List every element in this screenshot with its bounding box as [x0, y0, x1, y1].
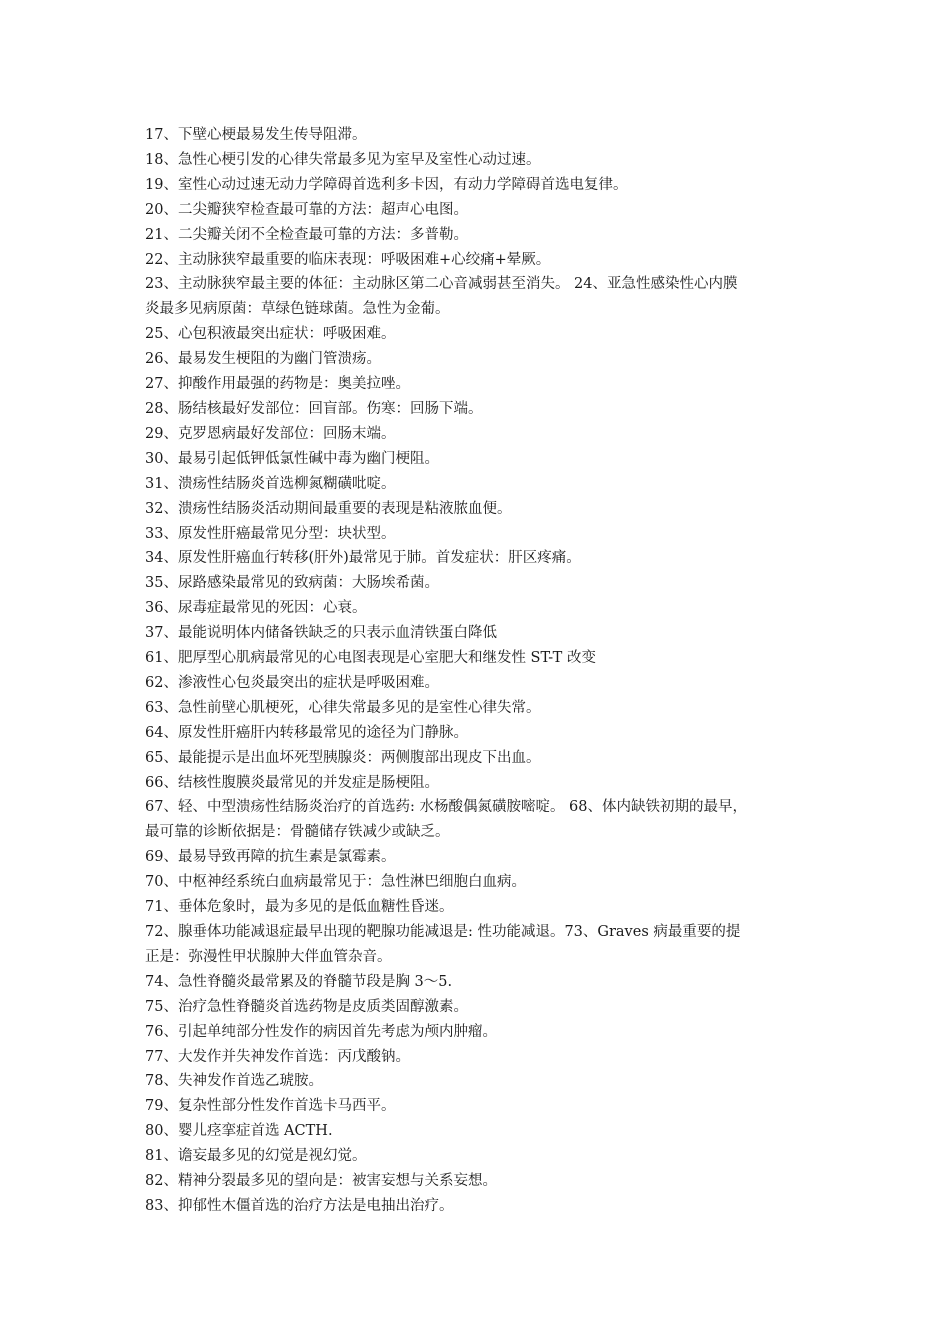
text-line: 正是：弥漫性甲状腺肿大伴血管杂音。: [145, 948, 392, 965]
text-line: 83、抑郁性木僵首选的治疗方法是电抽出治疗。: [145, 1197, 454, 1214]
text-line: 67、轻、中型溃疡性结肠炎治疗的首选药: 水杨酸偶氮磺胺嘧啶。 68、体内缺铁初期的最早，: [145, 799, 748, 816]
text-line: 35、尿路感染最常见的致病菌：大肠埃希菌。: [145, 575, 439, 592]
text-line: 30、最易引起低钾低氯性碱中毒为幽门梗阻。: [145, 450, 439, 467]
text-line: 72、腺垂体功能减退症最早出现的靶腺功能减退是: 性功能减退。73、Graves 病最重要的提: [145, 924, 741, 940]
text-line: 65、最能提示是出血坏死型胰腺炎：两侧腹部出现皮下出血。: [145, 749, 541, 766]
text-line: 17、下壁心梗最易发生传导阻滞。: [145, 127, 367, 143]
text-line: 33、原发性肝癌最常见分型：块状型。: [145, 525, 396, 542]
text-line: 79、复杂性部分性发作首选卡马西平。: [145, 1098, 396, 1115]
text-line: 70、中枢神经系统白血病最常见于：急性淋巴细胞白血病。: [145, 874, 526, 891]
text-line: 21、二尖瓣关闭不全检查最可靠的方法：多普勒。: [145, 226, 468, 243]
text-line: 66、结核性腹膜炎最常见的并发症是肠梗阻。: [145, 774, 439, 791]
text-line: 69、最易导致再障的抗生素是氯霉素。: [145, 849, 396, 866]
text-line: 75、治疗急性脊髓炎首选药物是皮质类固醇激素。: [145, 998, 468, 1015]
text-line: 82、精神分裂最多见的望向是：被害妄想与关系妄想。: [145, 1173, 497, 1190]
text-line: 32、溃疡性结肠炎活动期间最重要的表现是粘液脓血便。: [145, 500, 512, 517]
text-line: 64、原发性肝癌肝内转移最常见的途径为门静脉。: [145, 724, 468, 741]
text-line: 81、谵妄最多见的幻觉是视幻觉。: [145, 1148, 367, 1165]
text-line: 22、主动脉狭窄最重要的临床表现：呼吸困难+心绞痛+晕厥。: [145, 251, 551, 268]
text-line: 25、心包积液最突出症状：呼吸困难。: [145, 326, 396, 343]
text-line: 23、主动脉狭窄最主要的体征：主动脉区第二心音减弱甚至消失。 24、亚急性感染性心内膜: [145, 276, 738, 293]
text-line: 27、抑酸作用最强的药物是：奥美拉唑。: [145, 376, 410, 393]
text-line: 炎最多见病原菌：草绿色链球菌。急性为金葡。: [145, 301, 450, 318]
text-line: 34、原发性肝癌血行转移(肝外)最常见于肺。首发症状：肝区疼痛。: [145, 550, 581, 567]
text-line: 77、大发作并失神发作首选：丙戊酸钠。: [145, 1048, 410, 1065]
text-line: 最可靠的诊断依据是：骨髓储存铁减少或缺乏。: [145, 824, 450, 841]
text-line: 20、二尖瓣狭窄检查最可靠的方法：超声心电图。: [145, 201, 468, 218]
text-line: 74、急性脊髓炎最常累及的脊髓节段是胸 3～5.: [145, 973, 453, 990]
text-line: 28、肠结核最好发部位：回盲部。伤寒：回肠下端。: [145, 400, 483, 417]
text-line: 80、婴儿痉挛症首选 ACTH.: [145, 1123, 333, 1140]
text-line: 36、尿毒症最常见的死因：心衰。: [145, 600, 367, 617]
document-body: [145, 123, 810, 1219]
text-line: 31、溃疡性结肠炎首选柳氮糊磺吡啶。: [145, 475, 396, 492]
text-line: 29、克罗恩病最好发部位：回肠末端。: [145, 425, 396, 442]
text-line: 18、急性心梗引发的心律失常最多见为室早及室性心动过速。: [145, 151, 541, 168]
text-line: 37、最能说明体内储备铁缺乏的只表示血清铁蛋白降低: [145, 625, 497, 642]
text-line: 78、失神发作首选乙琥胺。: [145, 1073, 323, 1090]
text-line: 63、急性前壁心肌梗死，心律失常最多见的是室性心律失常。: [145, 699, 541, 716]
text-line: 62、渗液性心包炎最突出的症状是呼吸困难。: [145, 674, 439, 691]
text-line: 61、肥厚型心肌病最常见的心电图表现是心室肥大和继发性 ST-T 改变: [145, 650, 596, 667]
text-line: 19、室性心动过速无动力学障碍首选利多卡因，有动力学障碍首选电复律。: [145, 176, 628, 193]
text-line: 76、引起单纯部分性发作的病因首先考虑为颅内肿瘤。: [145, 1023, 497, 1040]
text-line: 26、最易发生梗阻的为幽门管溃疡。: [145, 351, 381, 368]
text-line: 71、垂体危象时，最为多见的是低血糖性昏迷。: [145, 899, 454, 916]
